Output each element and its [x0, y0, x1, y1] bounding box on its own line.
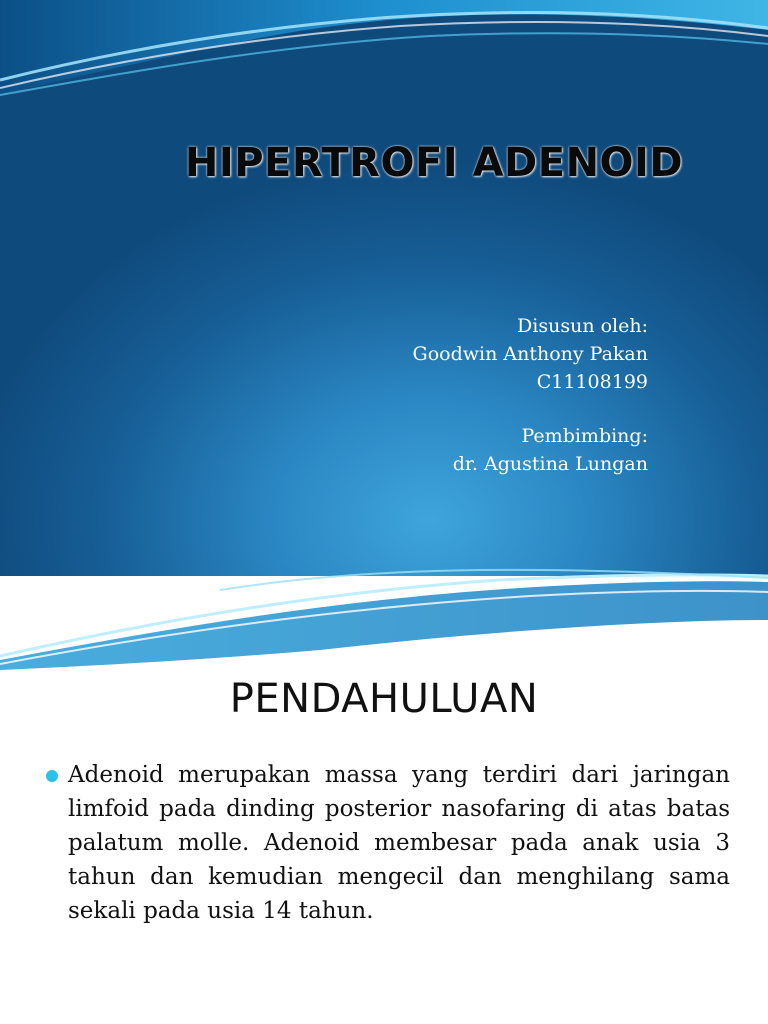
supervisor-name: dr. Agustina Lungan — [452, 453, 648, 475]
author-name: Goodwin Anthony Pakan — [412, 343, 648, 365]
bullet-item: Adenoid merupakan massa yang terdiri dari jaringan limfoid pada dinding posterior nasofaring di atas batas palatum molle. Adenoid membesar pada anak usia 3 tahun dan kemudian mengecil dan menghilang sama sekali pada usia 14 tahun. — [68, 762, 730, 924]
section-title: PENDAHULUAN — [229, 676, 539, 722]
bullet-list — [40, 758, 730, 928]
slide-title: HIPERTROFI ADENOID — [184, 140, 684, 186]
credits-block — [413, 312, 648, 478]
student-id: C11108199 — [536, 371, 648, 393]
top-wave-decoration — [0, 0, 768, 110]
slide-divider-wave — [0, 560, 768, 670]
bullet-icon — [46, 770, 58, 782]
author-label: Disusun oleh: — [517, 315, 648, 337]
supervisor-label: Pembimbing: — [521, 425, 648, 447]
